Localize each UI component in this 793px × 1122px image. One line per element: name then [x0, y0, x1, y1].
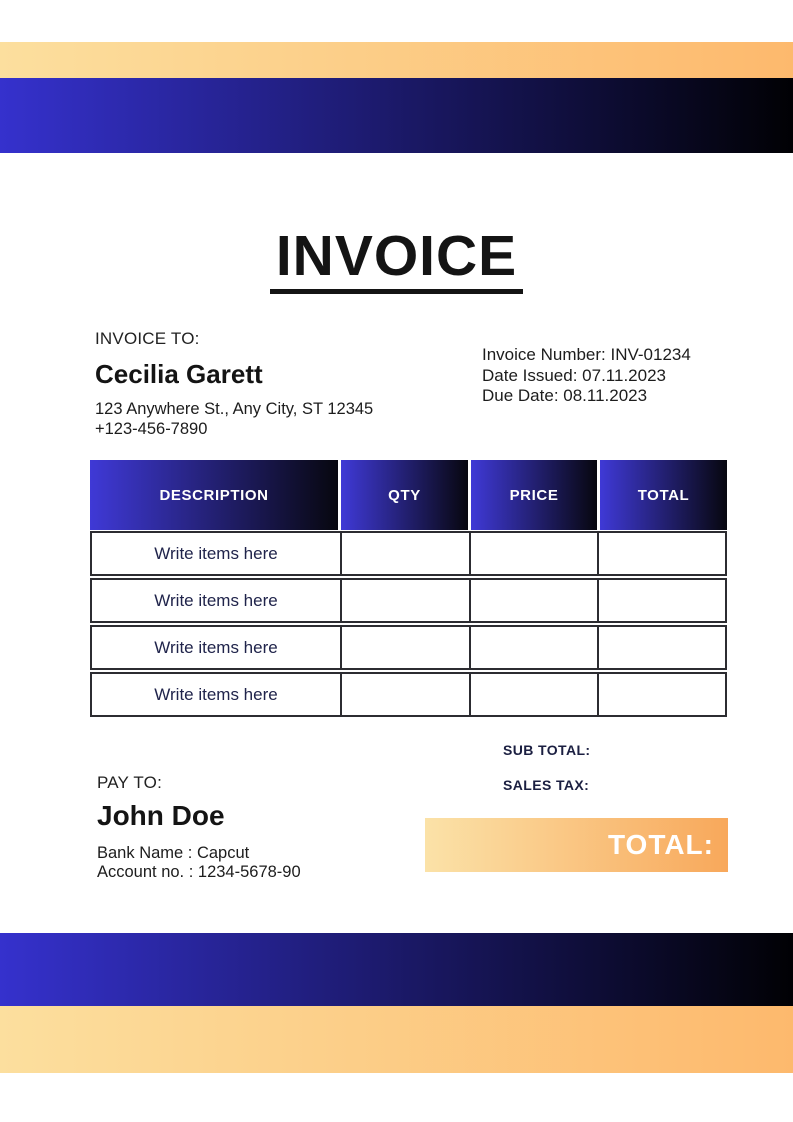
item-description-cell[interactable]: Write items here — [92, 627, 342, 668]
items-table — [90, 460, 727, 717]
table-row — [90, 531, 727, 576]
client-phone: +123-456-7890 — [95, 420, 208, 438]
item-qty-cell[interactable] — [342, 533, 471, 574]
item-total-cell[interactable] — [599, 674, 725, 715]
table-row — [90, 625, 727, 670]
invoice-to-section — [95, 329, 373, 439]
item-price-cell[interactable] — [471, 674, 599, 715]
title-wrap — [0, 224, 793, 294]
total-bar — [425, 818, 728, 872]
table-row — [90, 672, 727, 717]
header-cell-total: TOTAL — [600, 460, 727, 530]
item-price-cell[interactable] — [471, 580, 599, 621]
invoice-number-line: Invoice Number: INV-01234 — [482, 345, 691, 364]
sales-tax-label: SALES TAX: — [503, 777, 590, 793]
item-total-cell[interactable] — [599, 580, 725, 621]
item-qty-cell[interactable] — [342, 674, 471, 715]
item-qty-cell[interactable] — [342, 627, 471, 668]
client-name: Cecilia Garett — [95, 359, 263, 389]
bottom-blue-band — [0, 933, 793, 1006]
top-orange-band — [0, 42, 793, 78]
item-price-cell[interactable] — [471, 627, 599, 668]
item-price-cell[interactable] — [471, 533, 599, 574]
totals-labels — [503, 742, 590, 793]
item-qty-cell[interactable] — [342, 580, 471, 621]
due-date-line: Due Date: 08.11.2023 — [482, 386, 648, 405]
items-table-body — [90, 531, 727, 717]
page-title: INVOICE — [270, 228, 523, 294]
account-number-line: Account no. : 1234-5678-90 — [97, 863, 301, 881]
invoice-to-label: INVOICE TO: — [95, 329, 200, 348]
invoice-meta-section — [482, 345, 691, 407]
item-description-cell[interactable]: Write items here — [92, 674, 342, 715]
pay-to-label: PAY TO: — [97, 773, 163, 792]
payee-name: John Doe — [97, 800, 225, 831]
header-cell-qty: QTY — [341, 460, 468, 530]
bank-name-line: Bank Name : Capcut — [97, 844, 250, 862]
item-total-cell[interactable] — [599, 627, 725, 668]
client-address: 123 Anywhere St., Any City, ST 12345 — [95, 400, 374, 418]
header-cell-price: PRICE — [471, 460, 597, 530]
top-blue-band — [0, 78, 793, 153]
items-table-header-row — [90, 460, 727, 530]
date-issued-line: Date Issued: 07.11.2023 — [482, 365, 666, 385]
total-label: TOTAL: — [607, 829, 714, 860]
table-row — [90, 578, 727, 623]
item-description-cell[interactable]: Write items here — [92, 533, 342, 574]
item-total-cell[interactable] — [599, 533, 725, 574]
item-description-cell[interactable]: Write items here — [92, 580, 342, 621]
pay-to-section — [97, 773, 301, 882]
sub-total-label: SUB TOTAL: — [503, 742, 591, 758]
header-cell-description: DESCRIPTION — [90, 460, 338, 530]
bottom-orange-band — [0, 1006, 793, 1073]
